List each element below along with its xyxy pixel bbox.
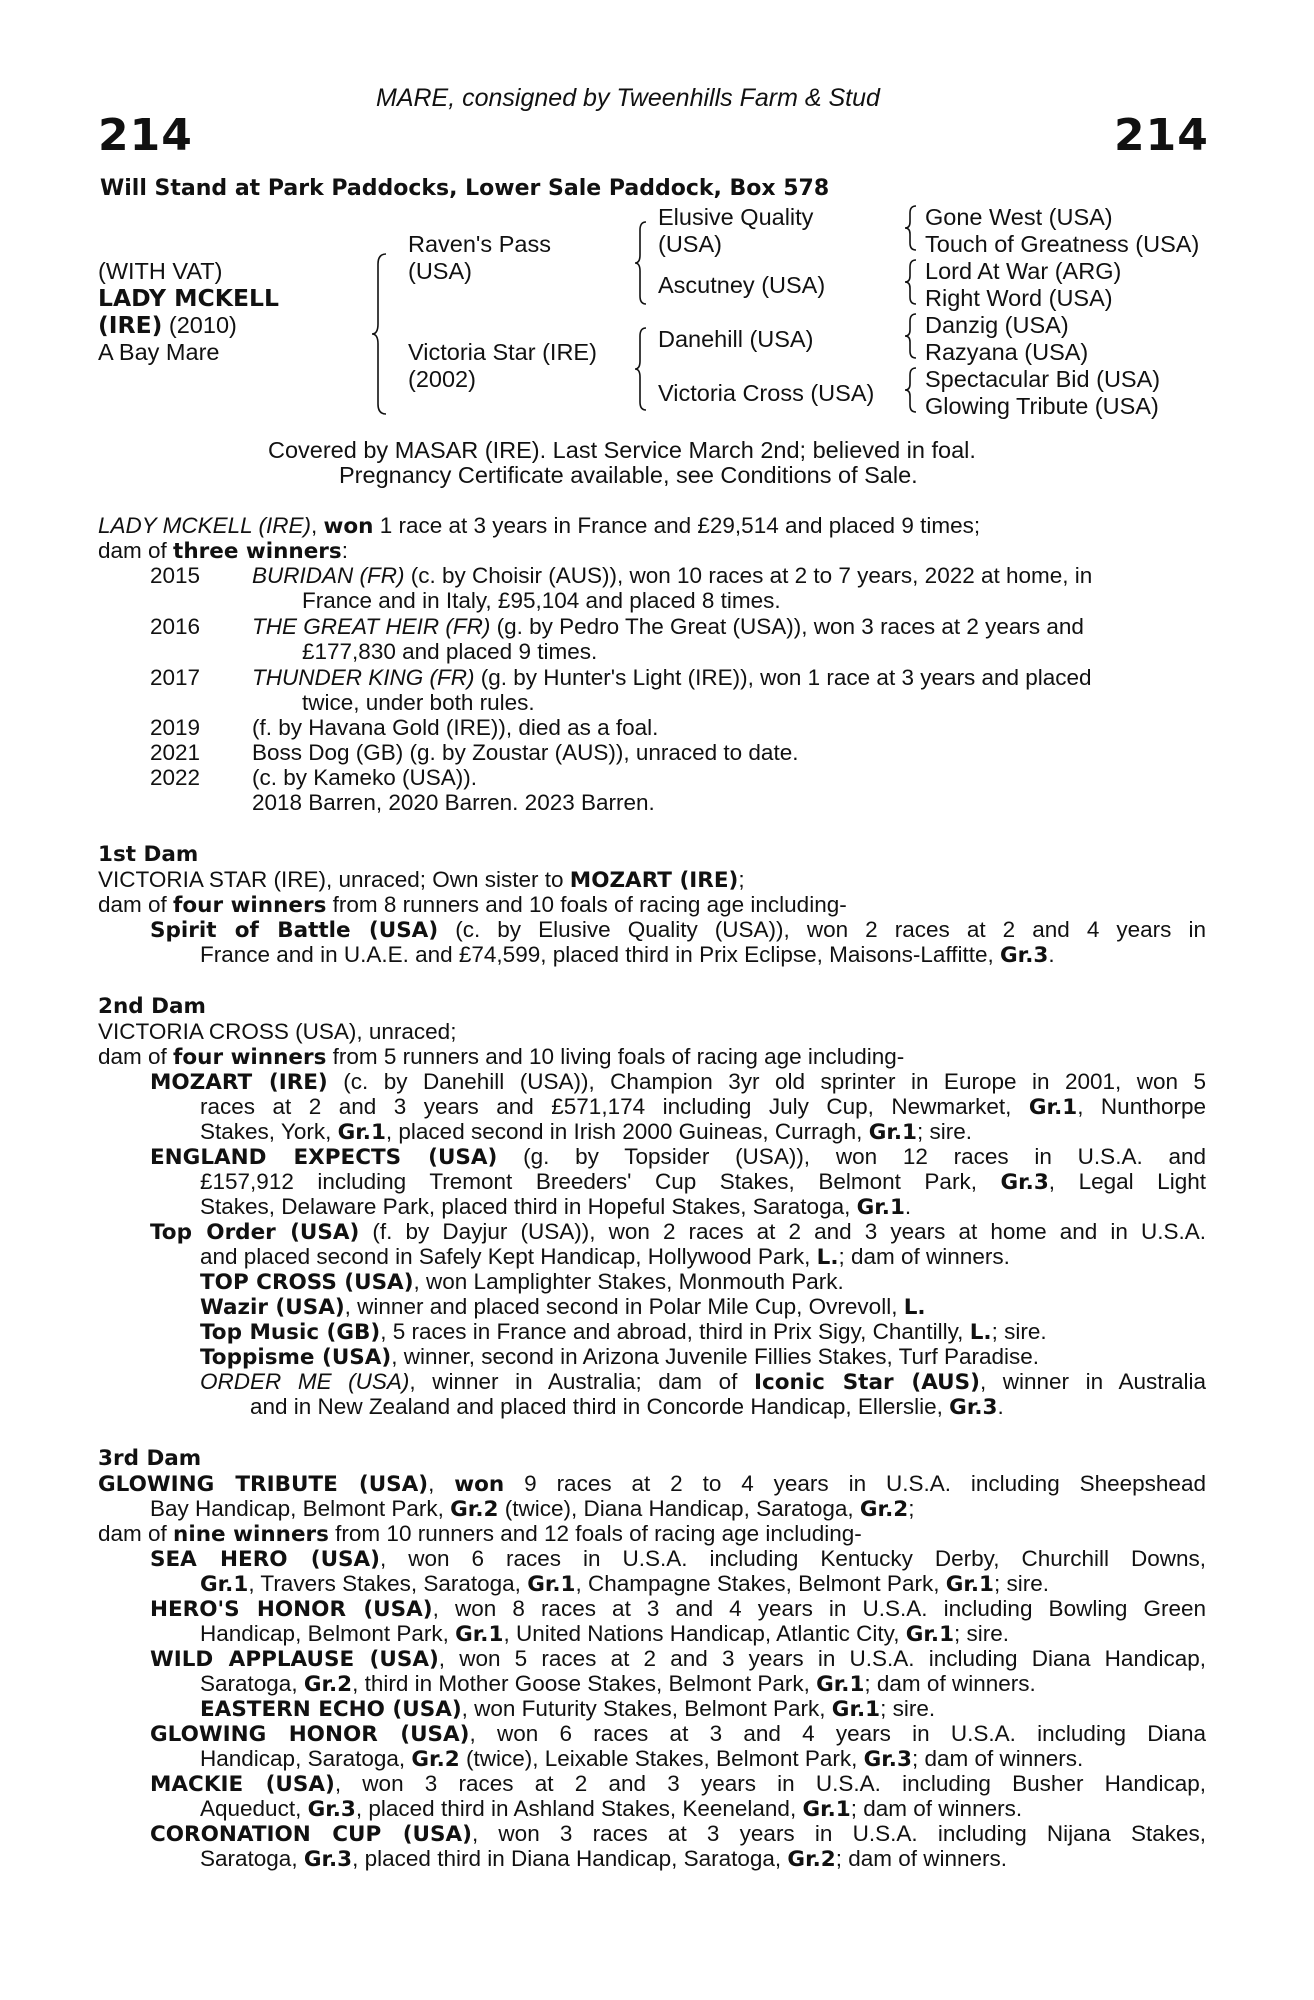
- mozart-2: races at 2 and 3 years and £571,174 including July Cup, Newmarket, Gr.1, Nunthorpe: [200, 1094, 1207, 1120]
- gen3-ddd: Glowing Tribute (USA): [925, 393, 1159, 419]
- catalogue-body: LADY MCKELL (IRE), won 1 race at 3 years in France and £29,514 and placed 9 times; dam of three winners: 2015 BURIDAN (FR) (c. by Choisir (AUS)), won 10 races at 2 to 7 years, 2022 at home, in France and in Italy, £95,104 and placed 8 times. 2016 THE GREAT HEIR (FR) (g. by Pedro The Great (USA)), won 3 races at 2 years and £177,830 and placed 9 times. 2017 THUNDER KING (FR) (g. by Hunter's Light (IRE)), won 1 race at 3 years and placed twice, under both rules. 2019 (f. by Havana Gold (IRE)), died as a foal. 2021 Boss Dog (GB) (g. by Zoustar (AUS)), unraced to date. 2022 (c. by Kameko (USA)). 2018 Barren, 2020 Barren. 2023 Barren. 1st Dam VICTORIA STAR (IRE), unraced; Own sister to MOZART (IRE); dam of four winners from 8 runners and 10 foals of racing age including- Spirit of Battle (USA) (c. by Elusive Quality (USA)), won 2 races at 2 and 4 years in France and in U.A.E. and £74,599, placed third in Prix Eclipse, Maisons-Laffitte, Gr.3. 2nd Dam VICTORIA CROSS (USA), unraced; dam of four winners from 5 runners and 10 living foals of racing age including- MOZART (IRE) (c. by Danehill (USA)), Champion 3yr old sprinter in Europe in 2001, won 5 races at 2 and 3 years and £571,174 including July Cup, Newmarket, Gr.1, Nunthorpe Stakes, York, Gr.1, placed second in Irish 2000 Guineas, Curragh, Gr.1; sire. ENGLAND EXPECTS (USA) (g. by Topsider (USA)), won 12 races in U.S.A. and £157,912 including Tremont Breeders' Cup Stakes, Belmont Park, Gr.3, Legal Light Stakes, Delaware Park, placed third in Hopeful Stakes, Saratoga, Gr.1. Top Order (USA) (f. by Dayjur (USA)), won 2 races at 2 and 3 years at home and in U.S.A. and placed second in Safely Kept Handicap, Hollywood Park, L.; dam of winners. TOP CROSS (USA), won Lamplighter Stakes, Monmouth Park. Wazir (USA), winner and placed second in Polar Mile Cup, Ovrevoll, L. Top Music (GB), 5 races in France and abroad, third in Prix Sigy, Chantilly, L.; sire. Toppisme (USA), winner, second in Arizona Juvenile Fillies Stakes, Turf Paradise. ORDER ME (USA), winner in Australia; dam of Iconic Star (AUS), winner in Australia and in New Zealand and placed third in Concorde Handicap, Ellerslie, Gr.3. 3rd Dam GLOWING TRIBUTE (USA), won 9 races at 2 to 4 years in U.S.A. including Sheepshead Bay Handicap, Belmont Park, Gr.2 (twice), Diana Handicap, Saratoga, Gr.2; dam of nine winners from 10 runners and 12 foals of racing age including- SEA HERO (USA), won 6 races in U.S.A. including Kentucky Derby, Churchill Downs, Gr.1, Travers Stakes, Saratoga, Gr.1, Champagne Stakes, Belmont Park, Gr.1; sire. HERO'S HONOR (USA), won 8 races at 3 and 4 years in U.S.A. including Bowling Green Handicap, Belmont Park, Gr.1, United Nations Handicap, Atlantic City, Gr.1; sire. WILD APPLAUSE (USA), won 5 races at 2 and 3 years in U.S.A. including Diana Handicap, Saratoga, Gr.2, third in Mother Goose Stakes, Belmont Park, Gr.1; dam of winners. EASTERN ECHO (USA), won Futurity Stakes, Belmont Park, Gr.1; sire. GLOWING HONOR (USA), won 6 races at 3 and 4 years in U.S.A. including Diana Handicap, Saratoga, Gr.2 (twice), Leixable Stakes, Belmont Park, Gr.3; dam of winners. MACKIE (USA), won 3 races at 2 and 3 years in U.S.A. including Busher Handicap, Aqueduct, Gr.3, placed third in Ashland Stakes, Keeneland, Gr.1; dam of winners. CORONATION CUP (USA), won 3 races at 3 years in U.S.A. including Nijana Stakes, Saratoga, Gr.3, placed third in Diana Handicap, Saratoga, Gr.2; dam of winners.: [98, 513, 1207, 1872]
- produce-barren: 2018 Barren, 2020 Barren. 2023 Barren.: [252, 790, 655, 815]
- england-expects-1: ENGLAND EXPECTS (USA) (g. by Topsider (USA)), won 12 races in U.S.A. and: [150, 1144, 1206, 1170]
- second-dam-heading: 2nd Dam: [98, 994, 206, 1019]
- produce-intro: LADY MCKELL (IRE), won 1 race at 3 years in France and £29,514 and placed 9 times;: [98, 513, 981, 539]
- horse-country: (IRE): [98, 311, 163, 339]
- mackie-1: MACKIE (USA), won 3 races at 2 and 3 years in U.S.A. including Busher Handicap,: [150, 1771, 1206, 1797]
- coronation-cup-1: CORONATION CUP (USA), won 3 races at 3 years in U.S.A. including Nijana Stakes,: [150, 1821, 1206, 1847]
- glowing-honor-2: Handicap, Saratoga, Gr.2 (twice), Leixable Stakes, Belmont Park, Gr.3; dam of winners.: [200, 1746, 1084, 1772]
- glowing-tribute-produce: dam of nine winners from 10 runners and 12 foals of racing age including-: [98, 1521, 862, 1547]
- lot-number-right: 214: [1114, 110, 1209, 161]
- produce-2017-cont: twice, under both rules.: [302, 690, 535, 715]
- gen3-ssd: Touch of Greatness (USA): [925, 231, 1200, 257]
- first-dam-line: VICTORIA STAR (IRE), unraced; Own sister to MOZART (IRE);: [98, 867, 745, 893]
- mackie-2: Aqueduct, Gr.3, placed third in Ashland Stakes, Keeneland, Gr.1; dam of winners.: [200, 1796, 1023, 1822]
- first-dam-heading: 1st Dam: [98, 842, 199, 867]
- order-me-2: and in New Zealand and placed third in Concorde Handicap, Ellerslie, Gr.3.: [250, 1394, 1004, 1420]
- mozart-1: MOZART (IRE) (c. by Danehill (USA)), Champion 3yr old sprinter in Europe in 2001, won 5: [150, 1069, 1206, 1095]
- glowing-tribute-2: Bay Handicap, Belmont Park, Gr.2 (twice), Diana Handicap, Saratoga, Gr.2;: [150, 1496, 915, 1522]
- sire-dam: Ascutney (USA): [658, 272, 826, 298]
- gen3-dss: Danzig (USA): [925, 312, 1069, 338]
- foaled-year: (2010): [168, 312, 237, 338]
- spirit-of-battle-cont: France and in U.A.E. and £74,599, placed third in Prix Eclipse, Maisons-Laffitte, Gr.3.: [200, 942, 1055, 968]
- england-expects-2: £157,912 including Tremont Breeders' Cup Stakes, Belmont Park, Gr.3, Legal Light: [200, 1169, 1206, 1195]
- top-music: Top Music (GB), 5 races in France and abroad, third in Prix Sigy, Chantilly, L.; sire.: [200, 1319, 1047, 1345]
- eastern-echo: EASTERN ECHO (USA), won Futurity Stakes, Belmont Park, Gr.1; sire.: [200, 1696, 936, 1722]
- covered-line-1: Covered by MASAR (IRE). Last Service March 2nd; believed in foal.: [268, 437, 976, 463]
- vat-label: (WITH VAT): [98, 258, 223, 284]
- gen3-sdd: Right Word (USA): [925, 285, 1113, 311]
- produce-2016-cont: £177,830 and placed 9 times.: [302, 639, 598, 664]
- sire-sire: Elusive Quality (USA): [658, 204, 814, 257]
- top-order-2: and placed second in Safely Kept Handicap, Hollywood Park, L.; dam of winners.: [200, 1244, 1010, 1270]
- order-me-1: ORDER ME (USA), winner in Australia; dam of Iconic Star (AUS), winner in Australia: [200, 1369, 1207, 1395]
- gen3-sss: Gone West (USA): [925, 204, 1113, 230]
- wild-applause-1: WILD APPLAUSE (USA), won 5 races at 2 and 3 years in U.S.A. including Diana Handicap,: [150, 1646, 1206, 1672]
- dam-dam: Victoria Cross (USA): [658, 380, 875, 406]
- top-order-1: Top Order (USA) (f. by Dayjur (USA)), won 2 races at 2 and 3 years at home and in U.S.A.: [150, 1219, 1206, 1245]
- sea-hero-1: SEA HERO (USA), won 6 races in U.S.A. including Kentucky Derby, Churchill Downs,: [150, 1546, 1207, 1572]
- gen3-sds: Lord At War (ARG): [925, 258, 1122, 284]
- toppisme: Toppisme (USA), winner, second in Arizona Juvenile Fillies Stakes, Turf Paradise.: [200, 1344, 1040, 1370]
- sire-name: Raven's Pass (USA): [408, 231, 551, 284]
- horse-description: A Bay Mare: [98, 339, 220, 365]
- spirit-of-battle: Spirit of Battle (USA) (c. by Elusive Quality (USA)), won 2 races at 2 and 4 years in: [150, 917, 1207, 943]
- wazir: Wazir (USA), winner and placed second in Polar Mile Cup, Ovrevoll, L.: [200, 1294, 926, 1320]
- second-dam-produce: dam of four winners from 5 runners and 10 living foals of racing age including-: [98, 1044, 905, 1070]
- second-dam-line: VICTORIA CROSS (USA), unraced;: [98, 1019, 457, 1044]
- mozart-3: Stakes, York, Gr.1, placed second in Irish 2000 Guineas, Curragh, Gr.1; sire.: [200, 1119, 973, 1145]
- england-expects-3: Stakes, Delaware Park, placed third in Hopeful Stakes, Saratoga, Gr.1.: [200, 1194, 912, 1220]
- stand-location: Will Stand at Park Paddocks, Lower Sale Paddock, Box 578: [100, 176, 830, 201]
- first-dam-produce: dam of four winners from 8 runners and 10 foals of racing age including-: [98, 892, 847, 918]
- dam-sire: Danehill (USA): [658, 326, 814, 352]
- horse-name: LADY MCKELL: [98, 284, 280, 312]
- dam-name: Victoria Star (IRE) (2002): [408, 339, 597, 392]
- heros-honor-2: Handicap, Belmont Park, Gr.1, United Nations Handicap, Atlantic City, Gr.1; sire.: [200, 1621, 1010, 1647]
- sea-hero-2: Gr.1, Travers Stakes, Saratoga, Gr.1, Champagne Stakes, Belmont Park, Gr.1; sire.: [200, 1571, 1050, 1597]
- gen3-dds: Spectacular Bid (USA): [925, 366, 1161, 392]
- heros-honor-1: HERO'S HONOR (USA), won 8 races at 3 and 4 years in U.S.A. including Bowling Green: [150, 1596, 1206, 1622]
- lot-number-left: 214: [98, 110, 193, 161]
- top-cross: TOP CROSS (USA), won Lamplighter Stakes, Monmouth Park.: [200, 1269, 844, 1295]
- wild-applause-2: Saratoga, Gr.2, third in Mother Goose Stakes, Belmont Park, Gr.1; dam of winners.: [200, 1671, 1036, 1697]
- coronation-cup-2: Saratoga, Gr.3, placed third in Diana Handicap, Saratoga, Gr.2; dam of winners.: [200, 1846, 1008, 1872]
- gen3-dsd: Razyana (USA): [925, 339, 1089, 365]
- glowing-tribute-1: GLOWING TRIBUTE (USA), won 9 races at 2 to 4 years in U.S.A. including Sheepshead: [98, 1471, 1206, 1497]
- pregnancy-line: Pregnancy Certificate available, see Conditions of Sale.: [339, 462, 918, 488]
- glowing-honor-1: GLOWING HONOR (USA), won 6 races at 3 and 4 years in U.S.A. including Diana: [150, 1721, 1207, 1747]
- produce-dam-of: dam of three winners:: [98, 538, 348, 564]
- consignor-line: MARE, consigned by Tweenhills Farm & Stud: [376, 84, 880, 112]
- third-dam-heading: 3rd Dam: [98, 1446, 202, 1471]
- produce-2015-cont: France and in Italy, £95,104 and placed 8 times.: [302, 588, 781, 613]
